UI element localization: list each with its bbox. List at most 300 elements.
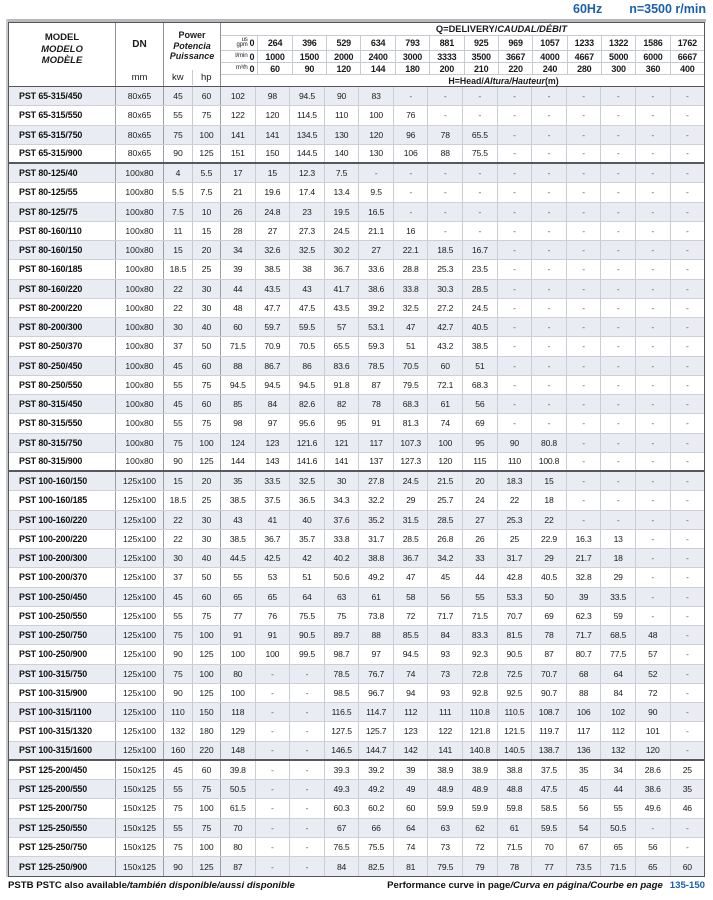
head-value-cell: 36.7 [256,530,291,548]
kw-cell: 55 [164,780,193,798]
head-value-cell: - [636,106,671,124]
head-value-cell: 72.8 [463,665,498,683]
head-value-cell: 141 [428,742,463,759]
head-value-cell: 30.3 [428,280,463,298]
head-value-cell: - [685,668,689,679]
head-value-cell: 45 [567,780,602,798]
head-value-cell: 96 [394,126,429,144]
head-value-cell: - [636,260,671,278]
head-value-cell: 49 [394,780,429,798]
head-value-cell: 74 [394,838,429,856]
head-value-cell: - [567,318,602,336]
hp-cell: 5.5 [193,164,221,182]
head-value-cell: - [567,164,602,182]
model-cell: PST 80-125/75 [9,203,116,221]
head-value-cell: 21.5 [428,472,463,490]
gpm-unit-label: us gpm [236,36,248,48]
head-value-cell: 150 [256,145,291,162]
head-value-cell: 34 [601,761,636,779]
head-value-cell: - [685,553,689,564]
m3h-value: 200 [429,63,463,74]
table-body [9,87,704,876]
head-value-cell: 80.7 [567,645,602,663]
head-value-cell: 32.2 [359,491,394,509]
head-value-cell: 77.5 [601,645,636,663]
table-row [9,722,704,741]
table-row [9,549,704,568]
dn-cell: 125x100 [116,472,164,490]
head-value-cell: 39.2 [359,299,394,317]
kw-cell: 45 [164,588,193,606]
head-value-cell: 73 [428,838,463,856]
table-row [9,742,704,761]
model-cell: PST 80-160/150 [9,241,116,259]
head-value-cell: - [685,110,689,121]
head-value-cell: 110 [498,453,533,470]
head-value-cell: - [290,780,325,798]
head-value-cell: 94.5 [256,376,291,394]
head-value-cell: 84 [256,395,291,413]
head-value-cell: 34.3 [325,491,360,509]
gpm-value: 881 [429,36,463,50]
head-value-cell: - [601,106,636,124]
kw-cell: 15 [164,241,193,259]
kw-cell: 37 [164,568,193,586]
table-row [9,299,704,318]
gpm-value: 529 [326,36,360,50]
head-value-cell: 44 [463,568,498,586]
head-value-cell: 22.9 [532,530,567,548]
head-value-cell: - [394,164,429,182]
head-value-cell: 61.5 [221,799,256,817]
head-value-cell: 97 [256,414,291,432]
head-value-cell: 94 [394,684,429,702]
head-value-cell: 55 [221,568,256,586]
m3h-zero-value: 0 [249,63,255,74]
head-value-cell: 89.7 [325,626,360,644]
model-cell: PST 80-160/220 [9,280,116,298]
head-value-cell: - [636,241,671,259]
head-value-cell: - [685,245,689,256]
head-value-cell: 68.3 [394,395,429,413]
head-value-cell: - [498,414,533,432]
head-value-cell: - [498,222,533,240]
head-value-cell: 58 [394,588,429,606]
gpm-value: 1762 [670,36,704,50]
head-value-cell: 27 [256,222,291,240]
availability-note-en: PSTB PSTC also available [8,880,127,891]
head-value-cell: 50.5 [221,780,256,798]
head-value-cell: 43.5 [325,299,360,317]
hp-cell: 30 [193,511,221,529]
head-value-cell: 32.8 [567,568,602,586]
hp-cell: 75 [193,607,221,625]
m3h-value: 210 [464,63,498,74]
hp-cell: 7.5 [193,183,221,201]
curve-page-numbers: 135-150 [669,880,705,891]
head-value-cell: 47 [394,568,429,586]
head-value-cell: 72 [463,838,498,856]
head-value-cell: - [601,260,636,278]
head-value-cell: - [428,87,463,105]
head-value-cell: 31.7 [359,530,394,548]
head-value-cell: 143 [256,453,291,470]
dn-cell: 150x125 [116,838,164,856]
dn-cell: 125x100 [116,722,164,740]
lmin-value: 2400 [360,51,394,62]
head-value-cell: 92.5 [498,684,533,702]
table-row [9,472,704,491]
head-value-cell: 123 [256,434,291,452]
head-value-cell: 53.1 [359,318,394,336]
m3h-unit-label: m³/h [235,64,248,72]
head-value-cell: 75.5 [359,838,394,856]
head-value-cell: - [290,819,325,837]
dn-column-header [116,23,164,86]
dn-cell: 125x100 [116,511,164,529]
head-value-cell: - [601,414,636,432]
head-value-cell: - [601,164,636,182]
head-value-cell: 35.7 [290,530,325,548]
head-value-cell: 69 [532,607,567,625]
head-value-cell: 144 [221,453,256,470]
model-cell: PST 125-250/550 [9,819,116,837]
head-value-cell: 112 [601,722,636,740]
head-value-cell: 138.7 [532,742,567,759]
head-value-cell: 85 [221,395,256,413]
head-value-cell: 71.5 [601,857,636,876]
kw-cell: 22 [164,511,193,529]
head-value-cell: - [290,684,325,702]
head-value-cell: 70 [221,819,256,837]
head-value-cell: 114.5 [290,106,325,124]
hp-cell: 125 [193,645,221,663]
dn-cell: 100x80 [116,453,164,470]
head-value-cell: 25.3 [498,511,533,529]
power-units [164,70,220,85]
model-cell: PST 100-250/900 [9,645,116,663]
head-value-cell: 61 [498,819,533,837]
head-value-cell: 123 [394,722,429,740]
head-value-cell: 49.3 [325,780,360,798]
table-row [9,145,704,164]
table-row [9,260,704,279]
kw-cell: 11 [164,222,193,240]
head-value-cell: 144.7 [359,742,394,759]
gpm-value: 793 [395,36,429,50]
power-title-en: Power [178,30,206,40]
head-value-cell: 43.5 [256,280,291,298]
lmin-value: 5000 [601,51,635,62]
head-value-cell: - [394,87,429,105]
head-value-cell: 142 [394,742,429,759]
head-value-cell: - [256,665,291,683]
head-value-cell: 70.7 [498,607,533,625]
head-value-cell: 84 [325,857,360,876]
head-value-cell: 74 [394,665,429,683]
head-value-cell: - [463,203,498,221]
head-value-cell: - [290,742,325,759]
head-value-cell: 88 [567,684,602,702]
head-value-cell: 72 [394,607,429,625]
dn-cell: 125x100 [116,491,164,509]
hp-cell: 75 [193,106,221,124]
head-value-cell: 95 [463,434,498,452]
head-value-cell: - [685,360,689,371]
head-value-cell: 83.3 [463,626,498,644]
dn-cell: 100x80 [116,395,164,413]
head-value-cell: - [567,357,602,375]
head-value-cell: 45 [428,568,463,586]
head-value-cell: 38.9 [428,761,463,779]
table-row [9,241,704,260]
head-value-cell: 99.5 [290,645,325,663]
head-value-cell: - [498,106,533,124]
head-title-unit: (m) [544,76,559,86]
model-cell: PST 80-160/185 [9,260,116,278]
head-value-cell: - [601,472,636,490]
head-value-cell: - [685,591,689,602]
head-value-cell: - [685,533,689,544]
head-value-cell: - [636,434,671,452]
head-value-cell: 132 [601,742,636,759]
head-value-cell: 40.5 [532,568,567,586]
head-value-cell: 29 [532,549,567,567]
kw-cell: 45 [164,87,193,105]
dn-cell: 125x100 [116,684,164,702]
head-value-cell: - [532,241,567,259]
head-value-cell: 31.7 [498,549,533,567]
head-value-cell: 34 [221,241,256,259]
head-value-cell: - [636,87,671,105]
gpm-value: 264 [257,36,291,50]
gpm-value: 1586 [635,36,669,50]
dn-cell: 100x80 [116,357,164,375]
head-value-cell: 78 [359,395,394,413]
head-value-cell: 84 [428,626,463,644]
table-row [9,684,704,703]
hp-cell: 75 [193,780,221,798]
model-column-header [9,23,116,86]
head-value-cell: 79.5 [394,376,429,394]
head-value-cell: 50.5 [601,819,636,837]
lmin-value: 3333 [429,51,463,62]
hp-cell: 10 [193,203,221,221]
model-cell: PST 80-250/370 [9,337,116,355]
head-value-cell: 64 [394,819,429,837]
head-value-cell: 121 [325,434,360,452]
head-value-cell: 67 [325,819,360,837]
dn-cell: 100x80 [116,183,164,201]
model-cell: PST 80-250/550 [9,376,116,394]
head-value-cell: - [685,206,689,217]
hp-cell: 30 [193,280,221,298]
kw-cell: 37 [164,337,193,355]
kw-cell: 45 [164,357,193,375]
head-value-cell: - [636,491,671,509]
table-row [9,337,704,356]
delivery-title [221,23,704,35]
head-value-cell: - [636,568,671,586]
head-value-cell: 18.5 [428,241,463,259]
m3h-value: 144 [360,63,394,74]
head-value-cell: 60 [682,861,692,872]
dn-cell: 80x65 [116,126,164,144]
hp-cell: 100 [193,799,221,817]
head-value-cell: - [685,726,689,737]
head-value-cell: 110.5 [498,703,533,721]
head-value-cell: - [685,148,689,159]
head-value-cell: 28 [221,222,256,240]
head-value-cell: 13.4 [325,183,360,201]
head-value-cell: - [256,780,291,798]
head-value-cell: - [567,472,602,490]
head-value-cell: - [636,588,671,606]
head-value-cell: 43 [221,511,256,529]
head-value-cell: - [567,145,602,162]
kw-cell: 90 [164,684,193,702]
head-value-cell: - [498,241,533,259]
kw-cell: 55 [164,819,193,837]
kw-cell: 30 [164,549,193,567]
head-value-cell: 35 [682,784,692,795]
head-value-cell: 72.5 [498,665,533,683]
head-value-cell: - [498,280,533,298]
head-value-cell: - [636,337,671,355]
table-row [9,491,704,510]
head-value-cell: - [567,241,602,259]
model-header-en: MODEL [44,32,80,44]
head-value-cell: - [256,684,291,702]
kw-cell: 22 [164,299,193,317]
head-value-cell: 59.8 [498,799,533,817]
head-value-cell: - [532,280,567,298]
kw-unit-label: kw [171,72,184,83]
head-value-cell: 25 [498,530,533,548]
head-value-cell: 59.9 [428,799,463,817]
head-value-cell: 81 [394,857,429,876]
delivery-title-intl: CAUDAL/DÉBIT [497,24,568,34]
head-value-cell: 56 [428,588,463,606]
operating-spec [573,2,706,16]
head-value-cell: - [567,126,602,144]
head-value-cell: 38.5 [221,491,256,509]
head-value-cell: 106 [394,145,429,162]
head-value-cell: - [567,299,602,317]
head-value-cell: 94.5 [221,376,256,394]
head-value-cell: 60.2 [359,799,394,817]
head-value-cell: 23 [290,203,325,221]
dn-cell: 100x80 [116,241,164,259]
dn-cell: 125x100 [116,742,164,759]
head-value-cell: - [498,126,533,144]
kw-cell: 45 [164,761,193,779]
head-value-cell: 33.6 [359,260,394,278]
head-value-cell: 28.5 [394,530,429,548]
hp-cell: 30 [193,530,221,548]
head-value-cell: 97 [359,645,394,663]
kw-cell: 4 [164,164,193,182]
kw-cell: 55 [164,106,193,124]
head-value-cell: 56 [636,838,671,856]
dn-cell: 125x100 [116,588,164,606]
head-value-cell: 86.7 [256,357,291,375]
head-value-cell: - [685,707,689,718]
head-value-cell: 59.7 [256,318,291,336]
head-value-cell: 92.8 [463,684,498,702]
head-value-cell: - [290,838,325,856]
head-value-cell: 24.5 [394,472,429,490]
head-value-cell: 74 [428,414,463,432]
head-value-cell: 100 [221,684,256,702]
head-value-cell: 43.2 [428,337,463,355]
head-value-cell: 39.3 [325,761,360,779]
lmin-value: 6000 [635,51,669,62]
head-title-intl: Altura/Hauteur [483,76,545,86]
head-value-cell: 9.5 [359,183,394,201]
model-cell: PST 65-315/450 [9,87,116,105]
hp-cell: 25 [193,260,221,278]
head-value-cell: 73.5 [567,857,602,876]
head-value-cell: 49.2 [359,568,394,586]
kw-cell: 22 [164,530,193,548]
lmin-zero-value: 0 [249,51,255,62]
head-value-cell: 57 [325,318,360,336]
head-value-cell: 39 [394,761,429,779]
head-value-cell: 44 [601,780,636,798]
model-cell: PST 80-200/300 [9,318,116,336]
head-value-cell: 20 [463,472,498,490]
head-value-cell: 39 [567,588,602,606]
head-value-cell: - [290,703,325,721]
head-value-cell: 17 [221,164,256,182]
head-value-cell: 78.5 [359,357,394,375]
dn-cell: 100x80 [116,164,164,182]
lmin-flow-row [221,50,704,62]
head-value-cell: - [601,453,636,470]
head-value-cell: 42.5 [256,549,291,567]
head-value-cell: 65 [601,838,636,856]
head-title-en: H=Head/ [448,76,484,86]
kw-cell: 18.5 [164,260,193,278]
power-column-header [164,23,221,86]
head-value-cell: 94.5 [290,87,325,105]
table-row [9,665,704,684]
head-value-cell: 38.5 [221,530,256,548]
head-value-cell: 35 [221,472,256,490]
head-value-cell: - [636,395,671,413]
head-value-cell: 106 [567,703,602,721]
head-value-cell: - [498,299,533,317]
power-title-fr: Puissance [169,51,215,61]
head-value-cell: - [685,418,689,429]
head-value-cell: 129 [221,722,256,740]
head-value-cell: - [636,318,671,336]
head-value-cell: 94.5 [394,645,429,663]
hp-cell: 150 [193,703,221,721]
head-value-cell: 36.5 [290,491,325,509]
model-header-fr: MODÈLE [41,55,83,67]
head-value-cell: - [685,341,689,352]
head-value-cell: - [532,164,567,182]
model-cell: PST 80-315/900 [9,453,116,470]
dn-cell: 125x100 [116,607,164,625]
kw-cell: 18.5 [164,491,193,509]
kw-cell: 90 [164,857,193,876]
head-value-cell: 28.6 [636,761,671,779]
model-cell: PST 100-250/750 [9,626,116,644]
table-row [9,164,704,183]
